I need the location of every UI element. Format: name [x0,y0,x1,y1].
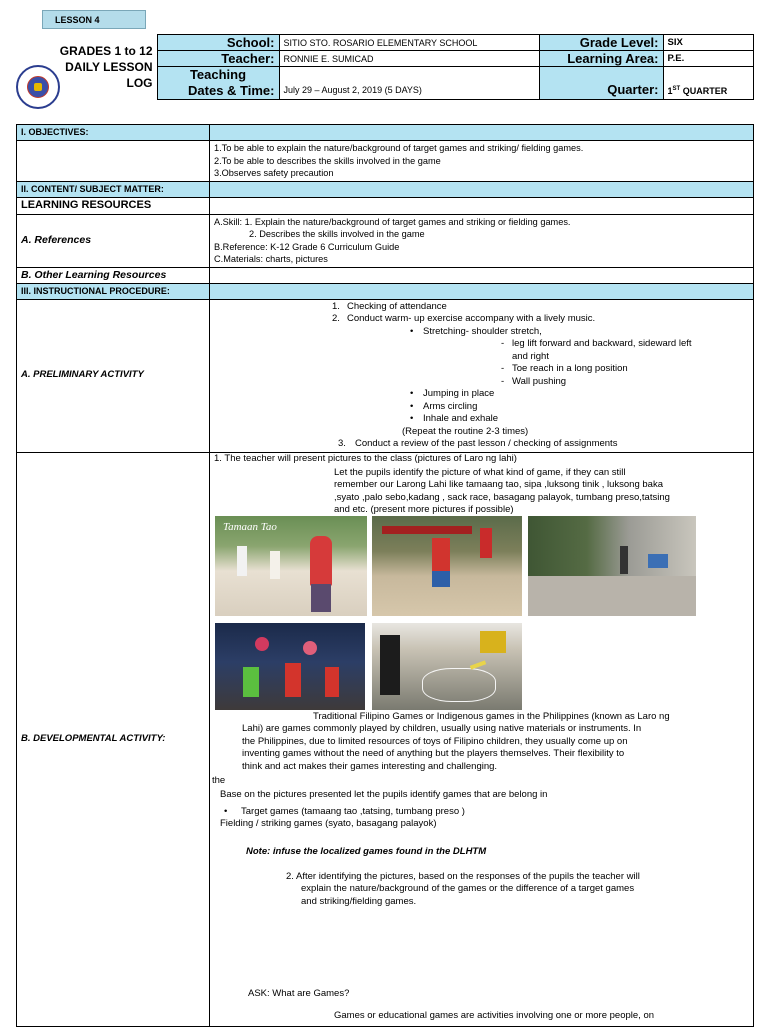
player-figure [432,538,450,572]
player-figure [620,546,628,574]
dates-label-1: Teaching [189,67,247,82]
grades-label: GRADES 1 to 12 [59,44,153,58]
ask-question: ASK: What are Games? [248,987,350,999]
quarter-label: Quarter: [539,67,663,100]
step-3-num: 3. [338,438,346,449]
player-figure [480,528,492,558]
step-warmup: Conduct warm- up exercise accompany with a lively music. [347,313,596,324]
objective-2: 2.To be able to describes the skills involved in the game [214,155,441,166]
reference-guide: B.Reference: K-12 Grade 6 Curriculum Guide [214,241,400,252]
lesson-label: LESSON 4 [42,10,146,29]
traditional-line-1: Traditional Filipino Games or Indigenous games in the Philippines (known as Laro ng [313,710,670,722]
reference-materials: C.Materials: charts, pictures [214,254,328,264]
procedure-title-fill [210,283,754,299]
player-figure [380,635,400,695]
objectives-list [210,141,754,182]
the-fragment: the [212,774,226,786]
dates-value: July 29 – August 2, 2019 (5 DAYS) [279,67,539,100]
player-figure [237,546,247,576]
pot-figure [303,641,317,655]
step-review: Conduct a review of the past lesson / checking of assignments [355,438,618,449]
identify-line-3: ,syato ,palo sebo,kadang , sack race, basagang palayok, tumbang preso,tatsing [334,491,670,503]
stretching-item: Stretching- shoulder stretch, [423,325,542,337]
base-on-pictures: Base on the pictures presented let the pupils identify games that are belong in [220,788,548,800]
step-attendance: Checking of attendance [347,300,447,312]
inhale-item: Inhale and exhale [423,413,499,424]
dash: - [501,338,505,349]
dash: - [501,375,505,387]
dash: - [501,363,505,374]
procedure-title: III. INSTRUCTIONAL PROCEDURE: [17,283,210,299]
quarter-sup: ST [672,86,681,92]
objectives-label-blank [17,141,210,182]
traditional-line-2: Lahi) are games commonly played by children, usually using native materials or instruments. In [242,723,642,734]
reference-skill: A.Skill: 1. Explain the nature/background of target games and striking or fielding games. [214,216,571,227]
dates-label-2: Dates & Time: [188,83,275,98]
player-figure [311,584,331,612]
motorbike [648,554,668,568]
preliminary-label: A. PRELIMINARY ACTIVITY [17,299,210,452]
traditional-line-4: inventing games without the need of anything but the players themselves. Their flexibility to [242,748,625,759]
teacher-value: RONNIE E. SUMICAD [279,51,539,67]
fielding-games: Fielding / striking games (syato, basagang palayok) [220,818,437,829]
bullet: • [410,325,414,337]
dll-line1: DAILY LESSON [65,60,153,74]
target-games: Target games (tamaang tao ,tatsing, tumbang preso ) [241,805,465,817]
player-figure [285,663,301,697]
step-1-num: 1. [332,300,340,312]
game-piece [470,660,486,669]
photo-tumbang-preso [372,516,522,616]
present-pictures: 1. The teacher will present pictures to the class (pictures of Laro ng lahi) [214,452,517,464]
quarter-num: 1 [667,86,673,96]
header-table [16,34,754,100]
school-label: School: [157,35,279,51]
quarter-word: QUARTER [682,86,728,96]
identify-line-1: Let the pupils identify the picture of what kind of game, if they can still [334,466,626,478]
note-localized: Note: infuse the localized games found in the DLHTM [246,845,487,857]
fence-banner [382,526,472,534]
school-value: SITIO STO. ROSARIO ELEMENTARY SCHOOL [279,35,539,51]
developmental-content [210,452,754,1026]
objective-3: 3.Observes safety precaution [214,168,334,178]
wall-sign [480,631,506,653]
identify-line-4: and etc. (present more pictures if possible) [334,504,514,515]
grade-level-value: SIX [663,35,753,51]
reference-skill-2: 2. Describes the skills involved in the game [249,229,425,239]
teacher-label: Teacher: [157,51,279,67]
header-title [16,35,157,100]
photo-caption: Tamaan Tao [223,520,277,533]
traditional-line-5: think and act makes their games interesting and challenging. [242,760,498,772]
objectives-title: I. OBJECTIVES: [17,125,210,141]
wall-pushing-item: Wall pushing [512,375,567,387]
player-figure [325,667,339,697]
content-title: II. CONTENT/ SUBJECT MATTER: [17,181,210,197]
games-definition: Games or educational games are activities involving one or more people, on [334,1009,655,1021]
grade-level-label: Grade Level: [539,35,663,51]
photo-street-game [528,516,696,616]
references-list [210,214,754,267]
dates-label [157,67,279,100]
tatsing-circle [422,668,496,702]
objective-1: 1.To be able to explain the nature/background of target games and striking/ fielding games. [214,143,584,153]
bullet: • [410,388,414,399]
photo-tamaan-tao [215,516,367,616]
learning-area-label: Learning Area: [539,51,663,67]
bullet: • [410,400,414,412]
objectives-title-fill [210,125,754,141]
traditional-line-3: the Philippines, due to limited resources of toys of Filipino children, they usually come up on [242,735,628,747]
lesson-table [16,124,754,1027]
content-title-fill [210,181,754,197]
learning-resources-title: LEARNING RESOURCES [17,197,210,214]
preliminary-content [210,299,754,452]
after-identifying-line-3: and striking/fielding games. [301,895,417,907]
deped-seal [16,65,60,109]
learning-area-value: P.E. [663,51,753,67]
jumping-item: Jumping in place [423,388,495,399]
dll-line2: LOG [126,76,153,90]
player-figure [432,571,450,587]
photo-palayok [215,623,365,710]
toe-reach-item: Toe reach in a long position [512,363,628,374]
after-identifying-line-1: 2. After identifying the pictures, based on the responses of the pupils the teacher will [286,870,640,882]
player-figure [270,551,280,579]
step-2-num: 2. [332,313,340,324]
repeat-note: (Repeat the routine 2-3 times) [402,425,529,437]
references-label: A. References [17,214,210,267]
bullet: • [410,413,414,424]
leg-lift-item-2: and right [512,350,549,362]
after-identifying-line-2: explain the nature/background of the games or the difference of a target games [301,883,635,894]
photo-tatsing [372,623,522,710]
bullet: • [224,805,228,817]
other-resources-label: B. Other Learning Resources [17,267,210,283]
quarter-value [663,67,753,100]
learning-resources-blank [210,197,754,214]
player-figure [243,667,259,697]
street-ground [528,576,696,616]
other-resources-blank [210,267,754,283]
leg-lift-item: leg lift forward and backward, sideward left [512,338,692,349]
developmental-label: B. DEVELOPMENTAL ACTIVITY: [17,452,210,1026]
pot-figure [255,637,269,651]
arms-circling-item: Arms circling [423,400,478,412]
player-figure [310,536,332,586]
identify-line-2: remember our Larong Lahi like tamaang tao, sipa ,luksong tinik , luksong baka [334,479,663,490]
